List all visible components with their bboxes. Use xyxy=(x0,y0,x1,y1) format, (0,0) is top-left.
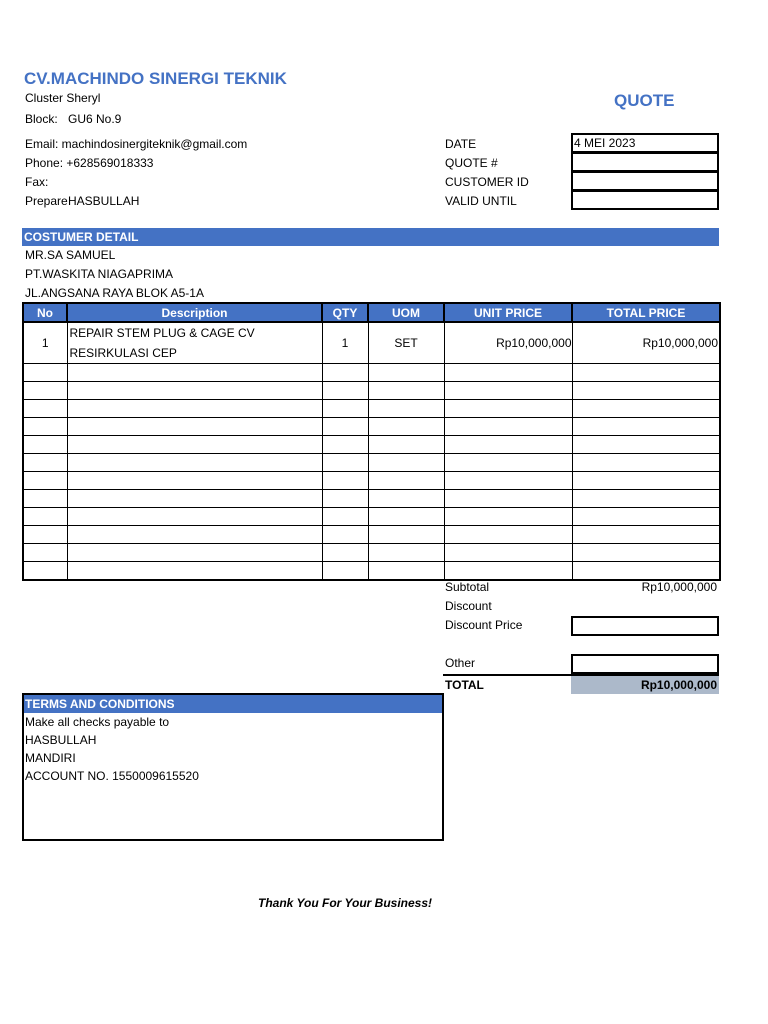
empty-cell[interactable] xyxy=(444,382,572,400)
empty-cell[interactable] xyxy=(368,418,444,436)
empty-cell[interactable] xyxy=(23,472,67,490)
empty-cell[interactable] xyxy=(67,490,322,508)
company-fax: Fax: xyxy=(25,175,49,189)
col-header-description: Description xyxy=(67,303,322,322)
valid-until-label: VALID UNTIL xyxy=(445,194,517,208)
item-unit-price[interactable]: Rp10,000,000 xyxy=(444,322,572,364)
terms-line-3: MANDIRI xyxy=(25,751,76,765)
empty-cell[interactable] xyxy=(368,436,444,454)
empty-cell[interactable] xyxy=(368,508,444,526)
empty-cell[interactable] xyxy=(322,364,368,382)
empty-cell[interactable] xyxy=(67,382,322,400)
date-label: DATE xyxy=(445,137,477,151)
empty-cell[interactable] xyxy=(444,490,572,508)
empty-cell[interactable] xyxy=(572,454,720,472)
empty-cell[interactable] xyxy=(67,418,322,436)
empty-cell[interactable] xyxy=(368,490,444,508)
discount-label: Discount xyxy=(445,599,492,613)
empty-cell[interactable] xyxy=(322,544,368,562)
empty-cell[interactable] xyxy=(368,382,444,400)
empty-cell[interactable] xyxy=(444,544,572,562)
thank-you-message: Thank You For Your Business! xyxy=(258,896,433,910)
empty-cell[interactable] xyxy=(368,526,444,544)
block-label: Block: xyxy=(25,112,58,126)
empty-cell[interactable] xyxy=(368,562,444,580)
empty-cell[interactable] xyxy=(572,490,720,508)
other-field[interactable] xyxy=(571,654,719,674)
empty-cell[interactable] xyxy=(322,436,368,454)
company-name: CV.MACHINDO SINERGI TEKNIK xyxy=(24,69,287,88)
quote-number-label: QUOTE # xyxy=(445,156,498,170)
customer-id-field[interactable] xyxy=(571,171,719,191)
empty-cell[interactable] xyxy=(444,472,572,490)
company-phone: Phone: +628569018333 xyxy=(25,156,154,170)
empty-cell[interactable] xyxy=(368,400,444,418)
empty-cell[interactable] xyxy=(368,472,444,490)
subtotal-value: Rp10,000,000 xyxy=(641,580,717,594)
total-value: Rp10,000,000 xyxy=(640,678,717,692)
company-address: Cluster Sheryl xyxy=(25,91,101,105)
item-uom[interactable]: SET xyxy=(368,322,444,364)
table-row-empty xyxy=(23,526,720,544)
item-description-line2: RESIRKULASI CEP xyxy=(69,346,177,360)
table-row-empty xyxy=(23,472,720,490)
empty-cell[interactable] xyxy=(23,526,67,544)
empty-cell[interactable] xyxy=(23,400,67,418)
empty-cell[interactable] xyxy=(444,508,572,526)
empty-cell[interactable] xyxy=(572,436,720,454)
empty-cell[interactable] xyxy=(368,364,444,382)
empty-cell[interactable] xyxy=(572,382,720,400)
empty-cell[interactable] xyxy=(572,364,720,382)
empty-cell[interactable] xyxy=(67,544,322,562)
terms-line-2: HASBULLAH xyxy=(25,733,97,747)
company-email: Email: machindosinergiteknik@gmail.com xyxy=(25,137,248,151)
empty-cell[interactable] xyxy=(67,562,322,580)
items-table xyxy=(22,302,721,581)
table-row-empty xyxy=(23,544,720,562)
empty-cell[interactable] xyxy=(572,418,720,436)
table-row-empty xyxy=(23,382,720,400)
empty-cell[interactable] xyxy=(322,382,368,400)
empty-cell[interactable] xyxy=(572,562,720,580)
empty-cell[interactable] xyxy=(322,454,368,472)
terms-header: TERMS AND CONDITIONS xyxy=(24,695,442,713)
empty-cell[interactable] xyxy=(444,454,572,472)
subtotal-label: Subtotal xyxy=(445,580,490,594)
empty-cell[interactable] xyxy=(322,508,368,526)
table-header-row xyxy=(23,303,720,322)
table-row-empty xyxy=(23,364,720,382)
quote-number-field[interactable] xyxy=(571,152,719,172)
block-value: GU6 No.9 xyxy=(68,112,122,126)
table-row-empty xyxy=(23,454,720,472)
table-row-empty xyxy=(23,508,720,526)
item-no[interactable]: 1 xyxy=(23,322,67,364)
empty-cell[interactable] xyxy=(23,418,67,436)
col-header-unit-price: UNIT PRICE xyxy=(444,303,572,322)
customer-name: SAMUEL xyxy=(66,248,116,262)
customer-address: JL.ANGSANA RAYA BLOK A5-1A xyxy=(25,286,204,300)
empty-cell[interactable] xyxy=(444,436,572,454)
item-total-price[interactable]: Rp10,000,000 xyxy=(572,322,720,364)
empty-cell[interactable] xyxy=(23,490,67,508)
terms-line-4: ACCOUNT NO. 1550009615520 xyxy=(25,769,199,783)
empty-cell[interactable] xyxy=(322,472,368,490)
table-row-empty xyxy=(23,418,720,436)
col-header-no: No xyxy=(23,303,67,322)
terms-box xyxy=(22,693,444,841)
empty-cell[interactable] xyxy=(23,382,67,400)
table-row xyxy=(23,322,720,364)
empty-cell[interactable] xyxy=(23,454,67,472)
prepared-label: Prepare xyxy=(25,194,68,208)
terms-line-1: Make all checks payable to xyxy=(25,715,170,729)
customer-company: PT.WASKITA NIAGAPRIMA xyxy=(25,267,174,281)
empty-cell[interactable] xyxy=(23,562,67,580)
item-description-line1: REPAIR STEM PLUG & CAGE CV xyxy=(69,326,255,340)
empty-cell[interactable] xyxy=(322,526,368,544)
col-header-uom: UOM xyxy=(368,303,444,322)
discount-price-label: Discount Price xyxy=(445,618,523,632)
empty-cell[interactable] xyxy=(444,400,572,418)
customer-name-prefix: MR.SA xyxy=(25,248,64,262)
table-row-empty xyxy=(23,562,720,580)
empty-cell[interactable] xyxy=(23,544,67,562)
empty-cell[interactable] xyxy=(322,490,368,508)
item-description[interactable] xyxy=(67,322,322,364)
valid-until-field[interactable] xyxy=(571,190,719,210)
empty-cell[interactable] xyxy=(23,364,67,382)
empty-cell[interactable] xyxy=(368,454,444,472)
date-field[interactable]: 4 MEI 2023 xyxy=(571,133,719,153)
quote-title: QUOTE xyxy=(614,91,675,110)
item-qty[interactable]: 1 xyxy=(322,322,368,364)
other-label: Other xyxy=(445,656,476,670)
discount-price-field[interactable] xyxy=(571,616,719,636)
empty-cell[interactable] xyxy=(322,418,368,436)
empty-cell[interactable] xyxy=(67,472,322,490)
empty-cell[interactable] xyxy=(322,562,368,580)
empty-cell[interactable] xyxy=(322,400,368,418)
table-row-empty xyxy=(23,490,720,508)
empty-cell[interactable] xyxy=(572,526,720,544)
empty-cell[interactable] xyxy=(67,526,322,544)
empty-cell[interactable] xyxy=(444,418,572,436)
col-header-total-price: TOTAL PRICE xyxy=(572,303,720,322)
customer-id-label: CUSTOMER ID xyxy=(445,175,529,189)
empty-cell[interactable] xyxy=(67,508,322,526)
empty-cell[interactable] xyxy=(444,364,572,382)
empty-cell[interactable] xyxy=(67,436,322,454)
empty-cell[interactable] xyxy=(368,544,444,562)
empty-cell[interactable] xyxy=(572,544,720,562)
empty-cell[interactable] xyxy=(23,436,67,454)
empty-cell[interactable] xyxy=(23,508,67,526)
empty-cell[interactable] xyxy=(444,526,572,544)
empty-cell[interactable] xyxy=(572,508,720,526)
empty-cell[interactable] xyxy=(67,400,322,418)
empty-cell[interactable] xyxy=(67,364,322,382)
prepared-value: HASBULLAH xyxy=(68,194,140,208)
customer-detail-header: COSTUMER DETAIL xyxy=(22,228,719,246)
empty-cell[interactable] xyxy=(572,472,720,490)
total-label: TOTAL xyxy=(445,678,484,692)
empty-cell[interactable] xyxy=(67,454,322,472)
table-row-empty xyxy=(23,436,720,454)
empty-cell[interactable] xyxy=(444,562,572,580)
empty-cell[interactable] xyxy=(572,400,720,418)
col-header-qty: QTY xyxy=(322,303,368,322)
table-row-empty xyxy=(23,400,720,418)
